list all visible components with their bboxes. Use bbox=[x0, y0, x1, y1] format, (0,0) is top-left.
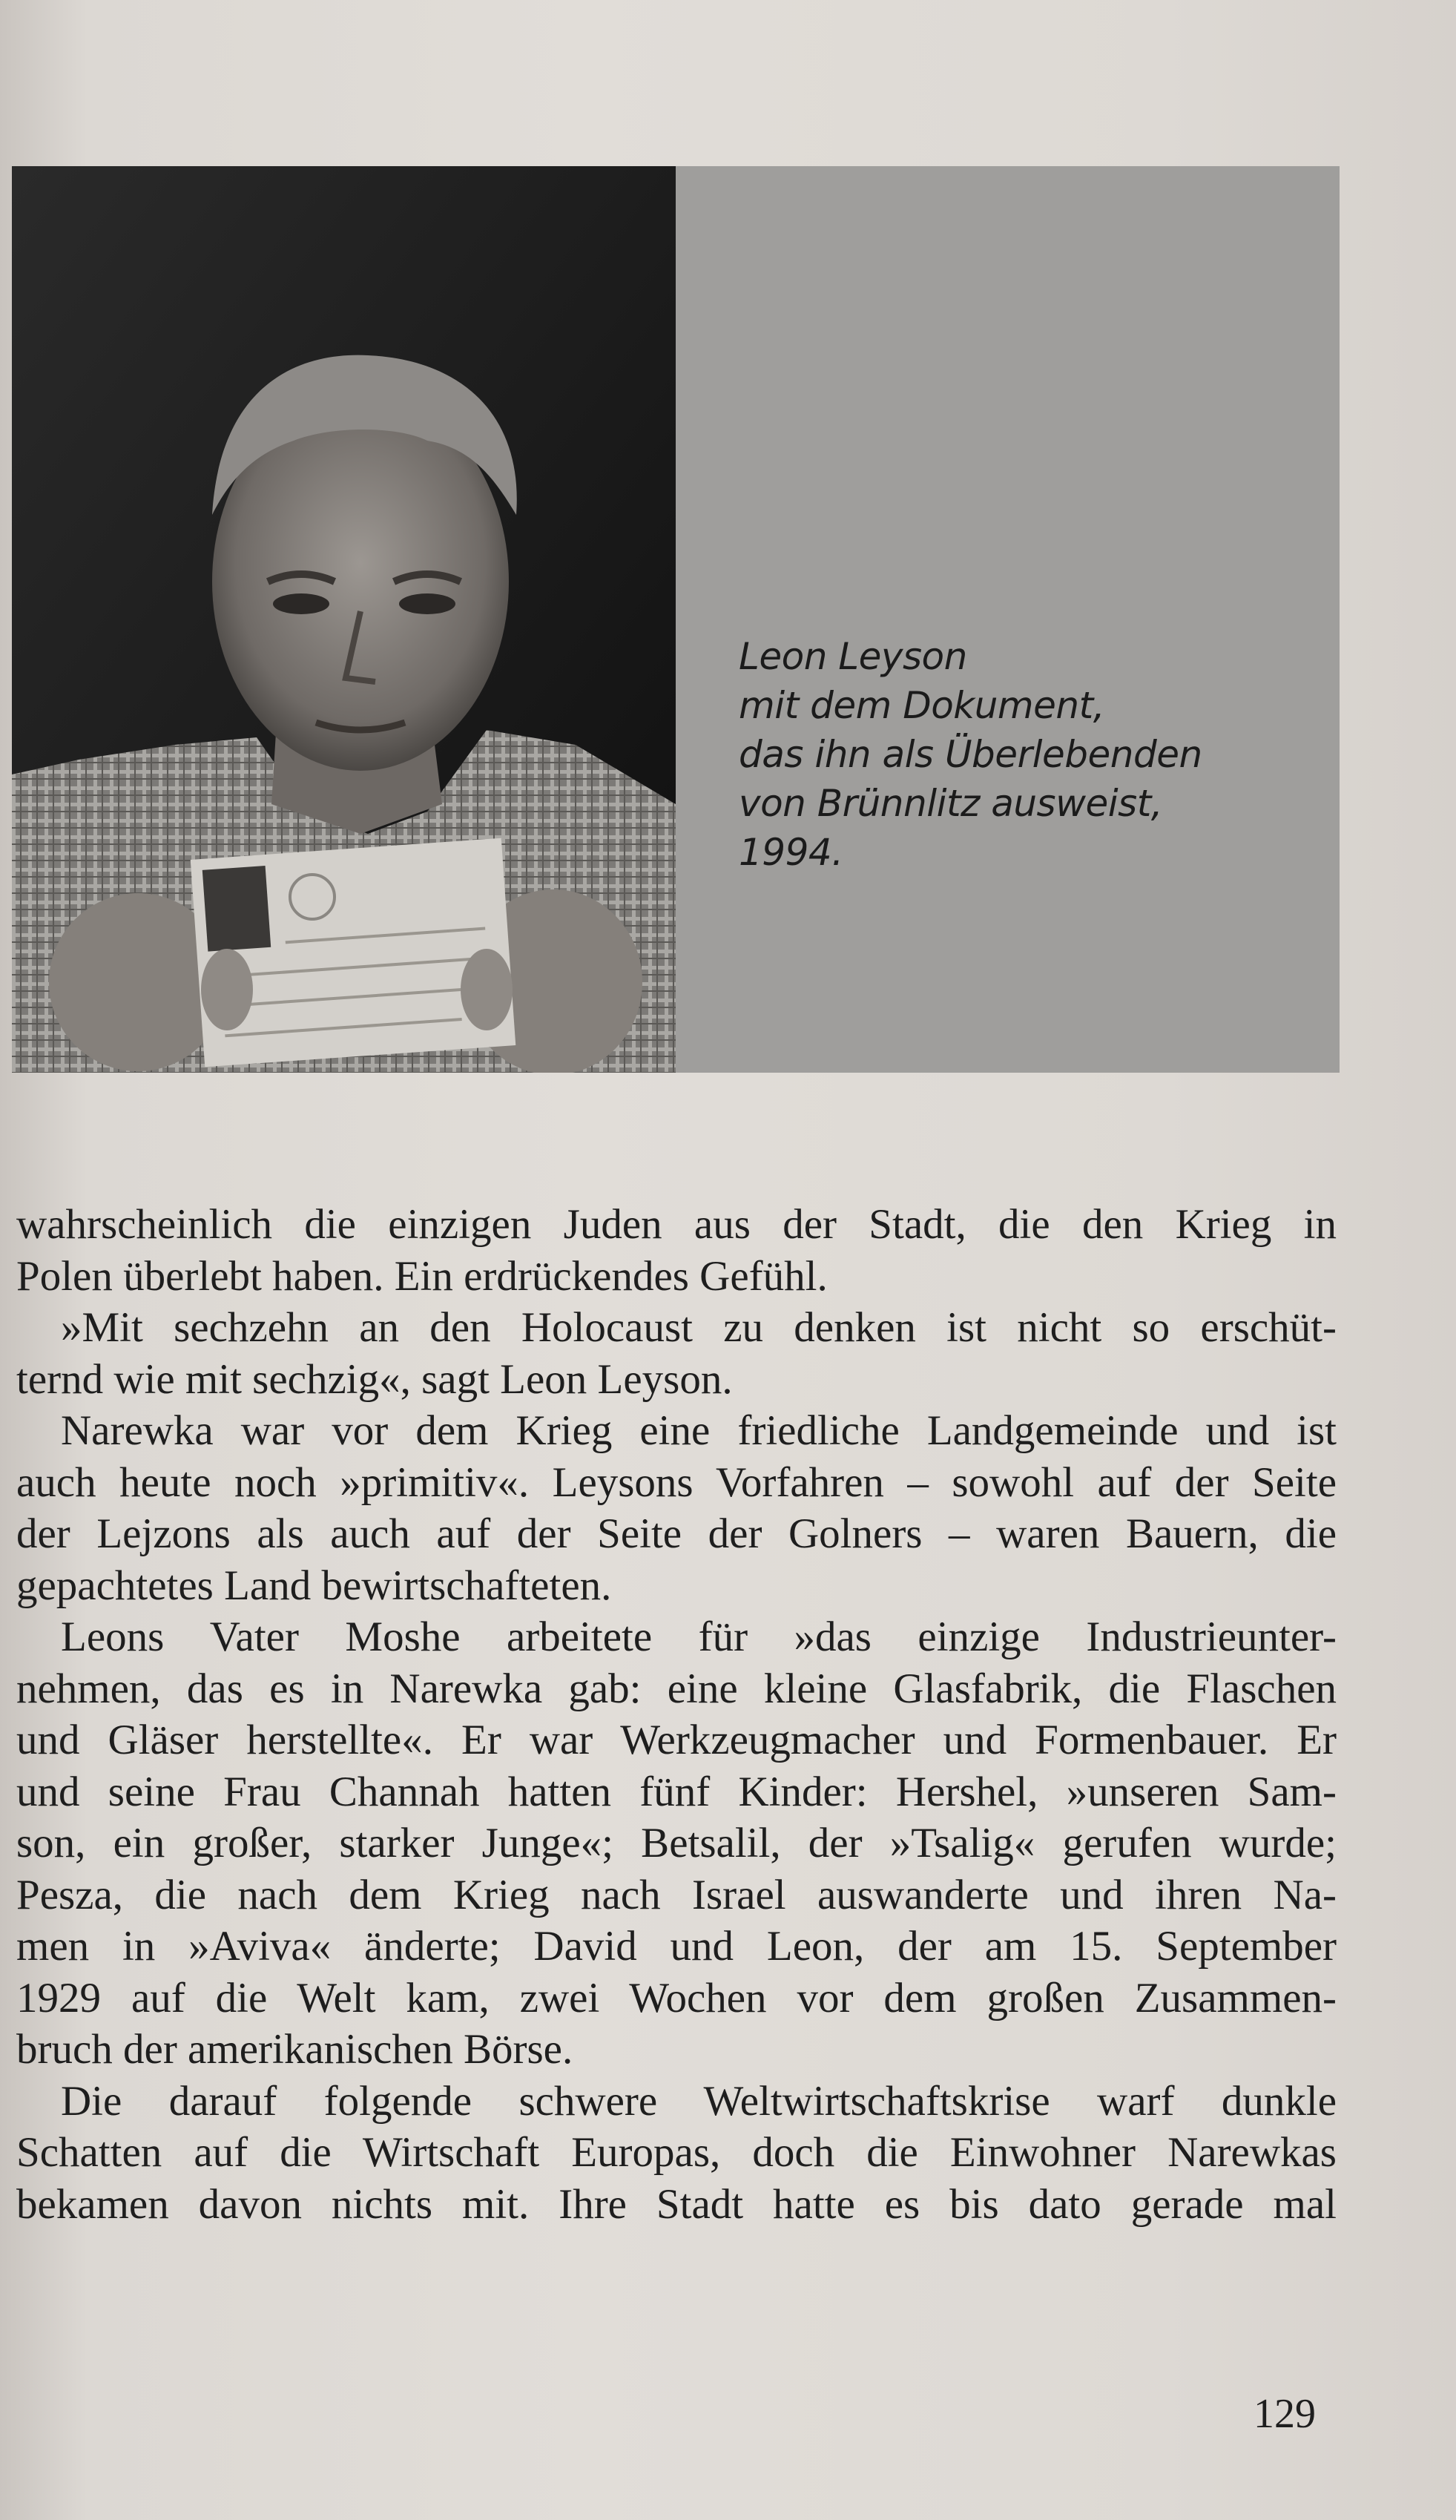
text-line: und seine Frau Channah hatten fünf Kinder: Hershel, »unseren Sam- bbox=[16, 1768, 1337, 1815]
text-line: bekamen davon nichts mit. Ihre Stadt hatte es bis dato gerade mal bbox=[16, 2180, 1337, 2228]
text-line: bruch der amerikanischen Börse. bbox=[16, 2026, 573, 2073]
text-line: wahrscheinlich die einzigen Juden aus der Stadt, die den Krieg in bbox=[16, 1201, 1337, 1248]
caption-line: Leon Leyson bbox=[739, 635, 967, 678]
text-line: son, ein großer, starker Junge«; Betsalil, der »Tsalig« gerufen wurde; bbox=[16, 1820, 1337, 1866]
text-line: Pesza, die nach dem Krieg nach Israel auswanderte und ihren Na- bbox=[16, 1871, 1337, 1918]
text-line: Leons Vater Moshe arbeitete für »das einzige Industrieunter- bbox=[61, 1613, 1337, 1660]
photo-block bbox=[12, 166, 1340, 1073]
body-text bbox=[16, 1199, 1337, 2230]
caption-line: mit dem Dokument, bbox=[739, 684, 1105, 727]
text-line: der Lejzons als auch auf der Seite der Golners – waren Bauern, die bbox=[16, 1510, 1337, 1557]
text-line: auch heute noch »primitiv«. Leysons Vorfahren – sowohl auf der Seite bbox=[16, 1458, 1337, 1506]
text-line: und Gläser herstellte«. Er war Werkzeugmacher und Formenbauer. Er bbox=[16, 1717, 1337, 1763]
text-line: men in »Aviva« änderte; David und Leon, der am 15. September bbox=[16, 1923, 1337, 1970]
caption-line: 1994. bbox=[739, 831, 843, 874]
text-line: nehmen, das es in Narewka gab: eine kleine Glasfabrik, die Flaschen bbox=[16, 1665, 1337, 1712]
text-line: 1929 auf die Welt kam, zwei Wochen vor dem großen Zusammen- bbox=[16, 1974, 1337, 2021]
portrait-photo bbox=[12, 166, 676, 1073]
text-line: Die darauf folgende schwere Weltwirtschaftskrise warf dunkle bbox=[61, 2077, 1337, 2125]
text-line: Narewka war vor dem Krieg eine friedliche Landgemeinde und ist bbox=[61, 1407, 1337, 1454]
text-line: »Mit sechzehn an den Holocaust zu denken ist nicht so erschüt- bbox=[61, 1304, 1337, 1351]
portrait-illustration bbox=[12, 166, 676, 1073]
photo-caption bbox=[739, 632, 1317, 877]
text-line: Polen überlebt haben. Ein erdrückendes Gefühl. bbox=[16, 1252, 828, 1300]
text-line: ternd wie mit sechzig«, sagt Leon Leyson. bbox=[16, 1355, 733, 1403]
caption-line: von Brünnlitz ausweist, bbox=[739, 782, 1163, 825]
page-number: 129 bbox=[1254, 2391, 1316, 2437]
caption-line: das ihn als Überlebenden bbox=[739, 733, 1202, 776]
text-line: Schatten auf die Wirtschaft Europas, doch die Einwohner Narewkas bbox=[16, 2129, 1337, 2176]
text-line: gepachtetes Land bewirtschafteten. bbox=[16, 1562, 612, 1609]
